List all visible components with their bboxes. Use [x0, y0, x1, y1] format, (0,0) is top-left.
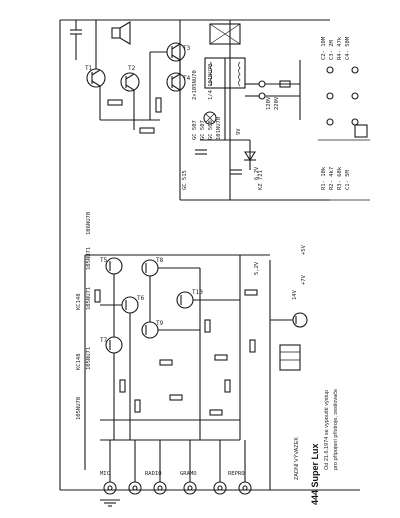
- legend-row-5: C3- 2M: [329, 40, 335, 60]
- device-label-9: 105NU71: [86, 246, 92, 270]
- connector-labels: [100, 471, 245, 477]
- device-label-6: KC148: [76, 353, 82, 370]
- legend-row-4: C2- 10M: [321, 36, 327, 60]
- label-t7: T7: [100, 337, 108, 344]
- legend-row-7: C4- 50M: [345, 36, 351, 60]
- preamp-stages: [95, 255, 307, 440]
- device-label-10: 105NU70: [76, 396, 82, 420]
- connector-label-mic: MIC: [100, 471, 110, 477]
- label-t3: T3: [183, 45, 191, 52]
- title-block: [293, 389, 339, 505]
- voltage-label-4: 5,2V: [254, 261, 260, 275]
- device-label-1: GC 507: [200, 120, 206, 140]
- connector-label-radio: RADIO: [145, 471, 162, 477]
- device-label-12: KC148: [76, 293, 82, 310]
- legend-row-0: R1- 10k: [321, 166, 327, 190]
- device-labels: [76, 64, 264, 420]
- device-label-8: 105NU71: [86, 286, 92, 310]
- connector-label-gramo: GRAMO: [180, 471, 197, 477]
- legend-table: [321, 36, 351, 190]
- device-label-0: GC 507: [192, 120, 198, 140]
- voltage-label-1: 220V: [274, 96, 280, 110]
- label-t2: T2: [128, 65, 136, 72]
- legend-row-2: R3- 68k: [337, 166, 343, 190]
- note-line-1: Od 21.6.1974 se vypouští výstup: [324, 389, 330, 470]
- legend-row-1: R2- 4k7: [329, 166, 335, 190]
- transistor-labels: [85, 45, 203, 344]
- legend-row-3: C1- 5M: [345, 170, 351, 190]
- device-label-4: 101NU70: [216, 116, 222, 140]
- label-t4: T4: [183, 75, 191, 82]
- voltage-label-6: +5V: [301, 245, 307, 255]
- terminal-strip: [300, 60, 370, 200]
- schematic-title: 444 Super Lux: [310, 443, 320, 505]
- label-t10: T10: [192, 289, 203, 296]
- note-line-2: pro přípojení přístroje, zesilovače: [333, 388, 339, 470]
- device-label-11: 106NU70: [86, 211, 92, 235]
- voltage-label-5: 14V: [292, 290, 298, 300]
- voltage-label-3: 6,2V: [254, 166, 260, 180]
- voltage-labels: [236, 96, 307, 300]
- voltage-label-0: 120V: [266, 96, 272, 110]
- voltage-label-2: 9V: [236, 128, 242, 135]
- label-t9: T9: [156, 320, 164, 327]
- connector-label-repro: REPRO: [228, 471, 245, 477]
- label-t5: T5: [100, 257, 108, 264]
- device-label-2: 2×105NU70: [192, 70, 198, 100]
- legend-row-6: R4- 47k: [337, 36, 343, 60]
- output-stage: [70, 20, 185, 133]
- device-label-3: GC 508: [208, 120, 214, 140]
- voltage-label-7: +7V: [301, 275, 307, 285]
- device-label-7: 105NU71: [86, 346, 92, 370]
- device-label-5: 1/4 101NU70: [208, 63, 214, 100]
- device-label-13: GC 515: [182, 170, 188, 190]
- device-label-14: KZ 721: [258, 170, 264, 190]
- label-t8: T8: [156, 257, 164, 264]
- label-t6: T6: [137, 295, 145, 302]
- label-t1: T1: [85, 65, 93, 72]
- caption-label: ZADNÍ VÝVAZEK: [294, 437, 300, 480]
